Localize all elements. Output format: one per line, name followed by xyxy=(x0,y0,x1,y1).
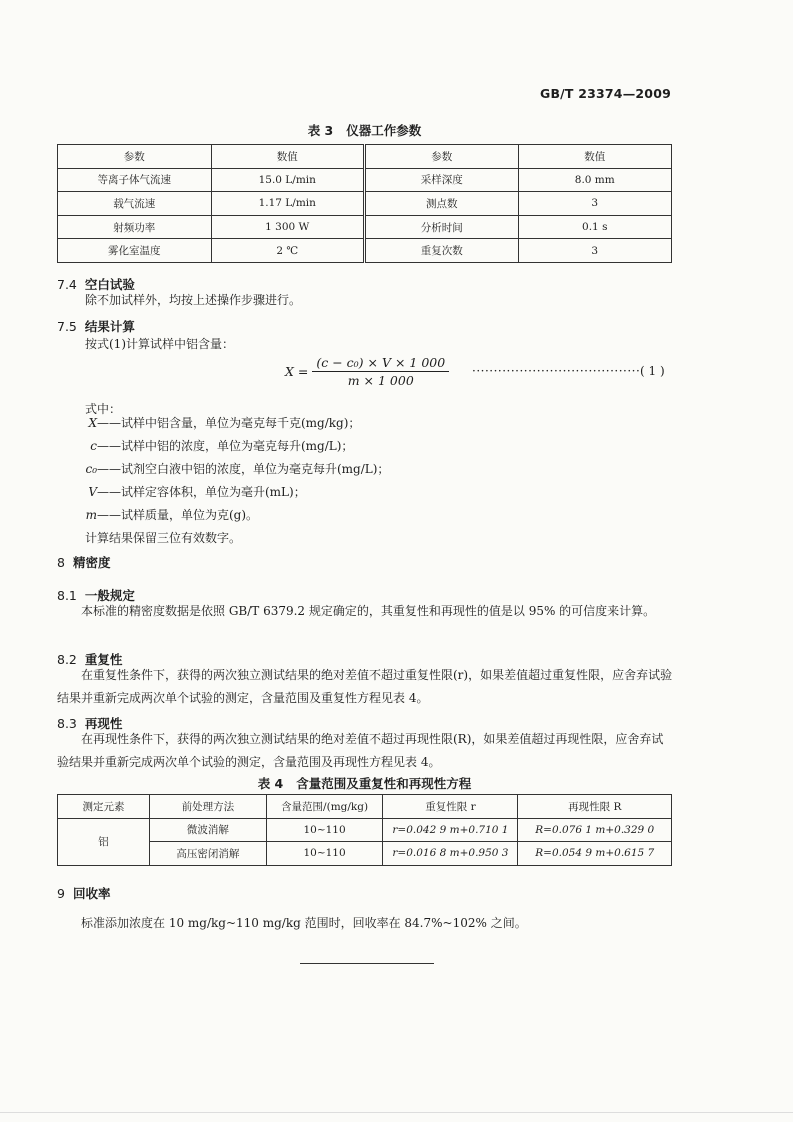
column-header: 再现性限 R xyxy=(518,795,672,819)
table-row xyxy=(58,192,672,216)
variable-item xyxy=(85,458,389,481)
section-title: 一般规定 xyxy=(84,588,135,603)
table-cell: 10~110 xyxy=(266,842,383,866)
section-title: 再现性 xyxy=(84,716,123,731)
table-cell: 1 300 W xyxy=(211,215,365,239)
section-7-4-text: 除不加试样外，均按上述操作步骤进行。 xyxy=(85,293,302,307)
variable-item xyxy=(85,412,389,435)
variable-item xyxy=(85,481,389,504)
scan-edge-line xyxy=(0,1112,793,1113)
table-cell: 3 xyxy=(518,192,672,216)
table-row xyxy=(58,215,672,239)
table-row xyxy=(58,842,672,866)
table-cell: 载气流速 xyxy=(58,192,212,216)
table-cell: 8.0 mm xyxy=(518,168,672,192)
table-cell: 2 ℃ xyxy=(211,239,365,263)
table-cell: 分析时间 xyxy=(365,215,519,239)
table-cell: 雾化室温度 xyxy=(58,239,212,263)
end-rule xyxy=(300,963,434,964)
variable-symbol: m xyxy=(85,508,97,522)
variable-symbol: X xyxy=(88,416,97,430)
table-cell: 0.1 s xyxy=(518,215,672,239)
section-8-heading xyxy=(57,553,110,571)
table-cell: 高压密闭消解 xyxy=(150,842,267,866)
variable-description: ——试样中铝的浓度，单位为毫克每升(mg/L)； xyxy=(97,439,354,453)
variable-item xyxy=(85,504,389,527)
where-label: 式中： xyxy=(85,402,122,416)
section-8-1-text: 本标准的精密度数据是依照 GB/T 6379.2 规定确定的，其重复性和再现性的值是以 95% 的可信度来计算。 xyxy=(81,604,656,618)
section-9-heading xyxy=(57,884,110,902)
column-header: 含量范围/(mg/kg) xyxy=(266,795,383,819)
variable-list xyxy=(85,412,389,550)
formula-intro: 按式(1)计算试样中铝含量： xyxy=(85,337,234,351)
section-8-3-text: 在再现性条件下，获得的两次独立测试结果的绝对差值不超过再现性限(R)，如果差值超过再现性限，应舍弃试验结果并重新完成两次单个试验的测定，含量范围及再现性方程见表 4。 xyxy=(57,732,664,769)
table4-caption: 表 4 含量范围及重复性和再现性方程 xyxy=(257,776,472,791)
table-cell: 采样深度 xyxy=(365,168,519,192)
formula-leader-dots: ······································· xyxy=(472,364,641,378)
section-number: 9 xyxy=(57,886,65,901)
table-row xyxy=(58,818,672,842)
section-title: 回收率 xyxy=(72,886,111,901)
table-header-row xyxy=(58,795,672,819)
table-cell: R=0.054 9 m+0.615 7 xyxy=(518,842,672,866)
column-header: 重复性限 r xyxy=(383,795,518,819)
table-cell: 3 xyxy=(518,239,672,263)
table-row xyxy=(58,239,672,263)
table-row xyxy=(58,168,672,192)
element-cell: 铝 xyxy=(58,818,150,865)
section-title: 重复性 xyxy=(84,652,123,667)
variable-description: ——试样定容体积，单位为毫升(mL)； xyxy=(97,485,306,499)
section-8-2-text: 在重复性条件下，获得的两次独立测试结果的绝对差值不超过重复性限(r)，如果差值超过重复性限，应舍弃试验结果并重新完成两次单个试验的测定，含量范围及重复性方程见表 4。 xyxy=(57,668,673,705)
table-cell: 10~110 xyxy=(266,818,383,842)
variable-symbol: c₀ xyxy=(85,462,97,476)
section-9-text: 标准添加浓度在 10 mg/kg~110 mg/kg 范围时，回收率在 84.7%~102% 之间。 xyxy=(81,916,527,930)
column-header: 参数 xyxy=(365,145,519,169)
section-number: 7.4 xyxy=(57,277,77,292)
standard-code: GB/T 23374—2009 xyxy=(539,86,671,101)
formula-denominator: m × 1 000 xyxy=(347,373,414,388)
table-cell: 1.17 L/min xyxy=(211,192,365,216)
section-number: 8 xyxy=(57,555,65,570)
section-number: 8.3 xyxy=(57,716,77,731)
table3-caption: 表 3 仪器工作参数 xyxy=(307,123,422,138)
variable-description: ——试样中铝含量，单位为毫克每千克(mg/kg)； xyxy=(97,416,361,430)
formula-fraction xyxy=(312,355,449,388)
column-header: 数值 xyxy=(211,145,365,169)
variable-symbol: V xyxy=(88,485,97,499)
section-title: 精密度 xyxy=(72,555,111,570)
variable-description: ——试样质量，单位为克(g)。 xyxy=(97,508,259,522)
column-header: 测定元素 xyxy=(58,795,150,819)
section-title: 结果计算 xyxy=(84,319,135,334)
table-cell: 重复次数 xyxy=(365,239,519,263)
section-title: 空白试验 xyxy=(84,277,135,292)
column-header: 数值 xyxy=(518,145,672,169)
table-cell: 射频功率 xyxy=(58,215,212,239)
instrument-parameters-table xyxy=(57,144,672,263)
section-number: 8.1 xyxy=(57,588,77,603)
table-cell: 15.0 L/min xyxy=(211,168,365,192)
section-number: 8.2 xyxy=(57,652,77,667)
formula-1 xyxy=(285,355,449,388)
table-cell: r=0.042 9 m+0.710 1 xyxy=(383,818,518,842)
table-header-row xyxy=(58,145,672,169)
formula-lhs: X = xyxy=(285,364,309,379)
variable-symbol: c xyxy=(90,439,97,453)
section-number: 7.5 xyxy=(57,319,77,334)
table-cell: r=0.016 8 m+0.950 3 xyxy=(383,842,518,866)
table-cell: 等离子体气流速 xyxy=(58,168,212,192)
table-cell: 测点数 xyxy=(365,192,519,216)
variable-description: ——试剂空白液中铝的浓度，单位为毫克每升(mg/L)； xyxy=(97,462,390,476)
result-note: 计算结果保留三位有效数字。 xyxy=(85,531,242,545)
column-header: 前处理方法 xyxy=(150,795,267,819)
precision-equations-table xyxy=(57,794,672,866)
variable-item xyxy=(85,435,389,458)
formula-number: ( 1 ) xyxy=(640,364,665,378)
table-cell: R=0.076 1 m+0.329 0 xyxy=(518,818,672,842)
formula-numerator: (c − c₀) × V × 1 000 xyxy=(312,355,449,372)
table-cell: 微波消解 xyxy=(150,818,267,842)
column-header: 参数 xyxy=(58,145,212,169)
